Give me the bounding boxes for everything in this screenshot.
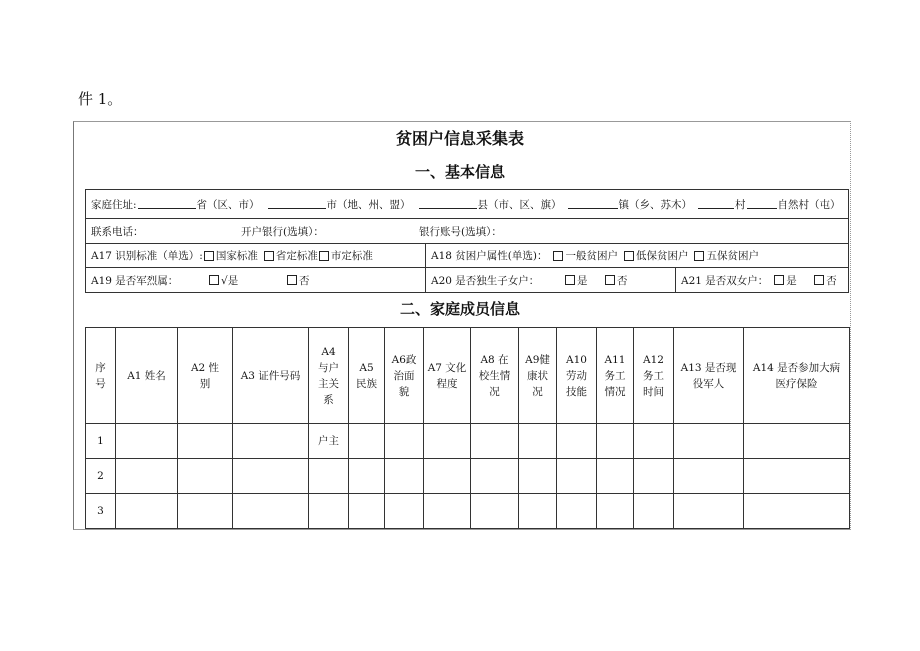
- header-seq: 序号: [86, 328, 116, 424]
- name-cell[interactable]: [116, 494, 178, 529]
- header-health: A9健康状况: [519, 328, 557, 424]
- student-cell[interactable]: [471, 459, 519, 494]
- a17-option-2-checkbox[interactable]: [264, 251, 274, 261]
- work-time-cell[interactable]: [634, 424, 674, 459]
- header-work-status: A11务工情况: [597, 328, 634, 424]
- a20-label: A20 是否独生子女户：: [431, 274, 540, 287]
- a21-no-checkbox[interactable]: [814, 275, 824, 285]
- a18-option-1-checkbox[interactable]: [553, 251, 563, 261]
- header-relation: A4与户主关系: [309, 328, 349, 424]
- a19-cell: [86, 268, 425, 292]
- town-blank[interactable]: [568, 199, 618, 209]
- address-row: [85, 189, 849, 218]
- a18-cell: [425, 244, 848, 267]
- a21-no-label: 否: [826, 274, 837, 287]
- header-military: A13 是否现役军人: [674, 328, 744, 424]
- province-blank[interactable]: [138, 199, 196, 209]
- insurance-cell[interactable]: [744, 424, 850, 459]
- header-gender: A2 性别: [178, 328, 233, 424]
- gender-cell[interactable]: [178, 494, 233, 529]
- natural-village-blank[interactable]: [747, 199, 777, 209]
- village-blank[interactable]: [698, 199, 734, 209]
- a19-yes-label: √是: [221, 274, 239, 287]
- row-number: 1: [86, 424, 116, 459]
- gender-cell[interactable]: [178, 459, 233, 494]
- a19-a21-row: [85, 267, 849, 293]
- political-cell[interactable]: [385, 459, 424, 494]
- a17-option-2-label: 省定标准: [275, 250, 318, 262]
- a19-yes-checkbox[interactable]: [209, 275, 219, 285]
- header-ethnicity: A5民族: [349, 328, 385, 424]
- row-number: 3: [86, 494, 116, 529]
- health-cell[interactable]: [519, 424, 557, 459]
- id-cell[interactable]: [233, 494, 309, 529]
- header-work-time: A12务工时间: [634, 328, 674, 424]
- insurance-cell[interactable]: [744, 494, 850, 529]
- a18-option-2-label: 低保贫困户: [635, 250, 689, 262]
- a21-cell: [675, 268, 848, 292]
- relation-cell[interactable]: [309, 459, 349, 494]
- ethnicity-cell[interactable]: [349, 494, 385, 529]
- id-cell[interactable]: [233, 424, 309, 459]
- a19-no-checkbox[interactable]: [287, 275, 297, 285]
- header-name: A1 姓名: [116, 328, 178, 424]
- a17-a18-row: [85, 243, 849, 267]
- student-cell[interactable]: [471, 494, 519, 529]
- student-cell[interactable]: [471, 424, 519, 459]
- military-cell[interactable]: [674, 494, 744, 529]
- insurance-cell[interactable]: [744, 459, 850, 494]
- city-blank[interactable]: [268, 199, 326, 209]
- education-cell[interactable]: [424, 459, 471, 494]
- county-blank[interactable]: [419, 199, 477, 209]
- county-label: 县（市、区、旗）: [477, 198, 562, 211]
- name-cell[interactable]: [116, 459, 178, 494]
- education-cell[interactable]: [424, 494, 471, 529]
- header-education: A7 文化程度: [424, 328, 471, 424]
- political-cell[interactable]: [385, 424, 424, 459]
- relation-cell[interactable]: 户主: [309, 424, 349, 459]
- a21-label: A21 是否双女户：: [681, 274, 769, 287]
- military-cell[interactable]: [674, 459, 744, 494]
- skill-cell[interactable]: [557, 459, 597, 494]
- a20-yes-checkbox[interactable]: [565, 275, 575, 285]
- ethnicity-cell[interactable]: [349, 424, 385, 459]
- a18-option-1-label: 一般贫困户: [565, 250, 618, 262]
- health-cell[interactable]: [519, 459, 557, 494]
- header-insurance: A14 是否参加大病医疗保险: [744, 328, 850, 424]
- health-cell[interactable]: [519, 494, 557, 529]
- table-row: [86, 424, 850, 459]
- a21-yes-label: 是: [786, 274, 797, 287]
- military-cell[interactable]: [674, 424, 744, 459]
- a21-yes-checkbox[interactable]: [774, 275, 784, 285]
- family-members-table: [85, 327, 850, 529]
- a18-label: A18 贫困户属性(单选)：: [431, 250, 548, 262]
- section1-title: 一、基本信息: [414, 163, 505, 181]
- village-label: 村: [735, 198, 746, 211]
- a17-label: A17 识别标准（单选）:: [91, 250, 203, 262]
- a19-label: A19 是否军烈属：: [91, 274, 179, 287]
- a17-cell: [86, 244, 425, 267]
- a17-option-1-checkbox[interactable]: [204, 251, 214, 261]
- address-label: 家庭住址:: [91, 198, 137, 211]
- gender-cell[interactable]: [178, 424, 233, 459]
- header-student-status: A8 在校生情况: [471, 328, 519, 424]
- ethnicity-cell[interactable]: [349, 459, 385, 494]
- natural-village-label: 自然村（屯）: [777, 198, 841, 211]
- education-cell[interactable]: [424, 424, 471, 459]
- name-cell[interactable]: [116, 424, 178, 459]
- a17-option-1-label: 国家标准: [215, 250, 258, 262]
- attachment-label: 件 1。: [78, 90, 123, 108]
- skill-cell[interactable]: [557, 494, 597, 529]
- work-cell[interactable]: [597, 424, 634, 459]
- table-row: [86, 494, 850, 529]
- account-label: 银行账号(选填）：: [419, 225, 502, 238]
- work-cell[interactable]: [597, 494, 634, 529]
- skill-cell[interactable]: [557, 424, 597, 459]
- section2-title: 二、家庭成员信息: [399, 300, 520, 318]
- work-time-cell[interactable]: [634, 459, 674, 494]
- work-cell[interactable]: [597, 459, 634, 494]
- form-title: 贫困户信息采集表: [395, 129, 524, 148]
- header-labor-skill: A10劳动技能: [557, 328, 597, 424]
- a18-option-3-label: 五保贫困户: [706, 250, 759, 262]
- a20-yes-label: 是: [577, 274, 588, 287]
- a20-no-checkbox[interactable]: [605, 275, 615, 285]
- province-label: 省（区、市）: [196, 198, 260, 211]
- phone-label: 联系电话：: [91, 225, 144, 238]
- contact-row: [85, 218, 849, 243]
- a18-option-3-checkbox[interactable]: [694, 251, 704, 261]
- header-political-status: A6政治面貌: [385, 328, 424, 424]
- a20-no-label: 否: [617, 274, 628, 287]
- table-header-row: [86, 328, 850, 424]
- a17-option-3-checkbox[interactable]: [319, 251, 329, 261]
- a18-option-2-checkbox[interactable]: [624, 251, 634, 261]
- political-cell[interactable]: [385, 494, 424, 529]
- a20-cell: [425, 268, 675, 292]
- header-id-number: A3 证件号码: [233, 328, 309, 424]
- a17-option-3-label: 市定标准: [330, 250, 373, 262]
- a19-no-label: 否: [299, 274, 310, 287]
- bank-label: 开户银行(选填）：: [241, 225, 324, 238]
- city-label: 市（地、州、盟）: [326, 198, 411, 211]
- row-number: 2: [86, 459, 116, 494]
- town-label: 镇（乡、苏木）: [618, 198, 693, 211]
- work-time-cell[interactable]: [634, 494, 674, 529]
- id-cell[interactable]: [233, 459, 309, 494]
- table-row: [86, 459, 850, 494]
- relation-cell[interactable]: [309, 494, 349, 529]
